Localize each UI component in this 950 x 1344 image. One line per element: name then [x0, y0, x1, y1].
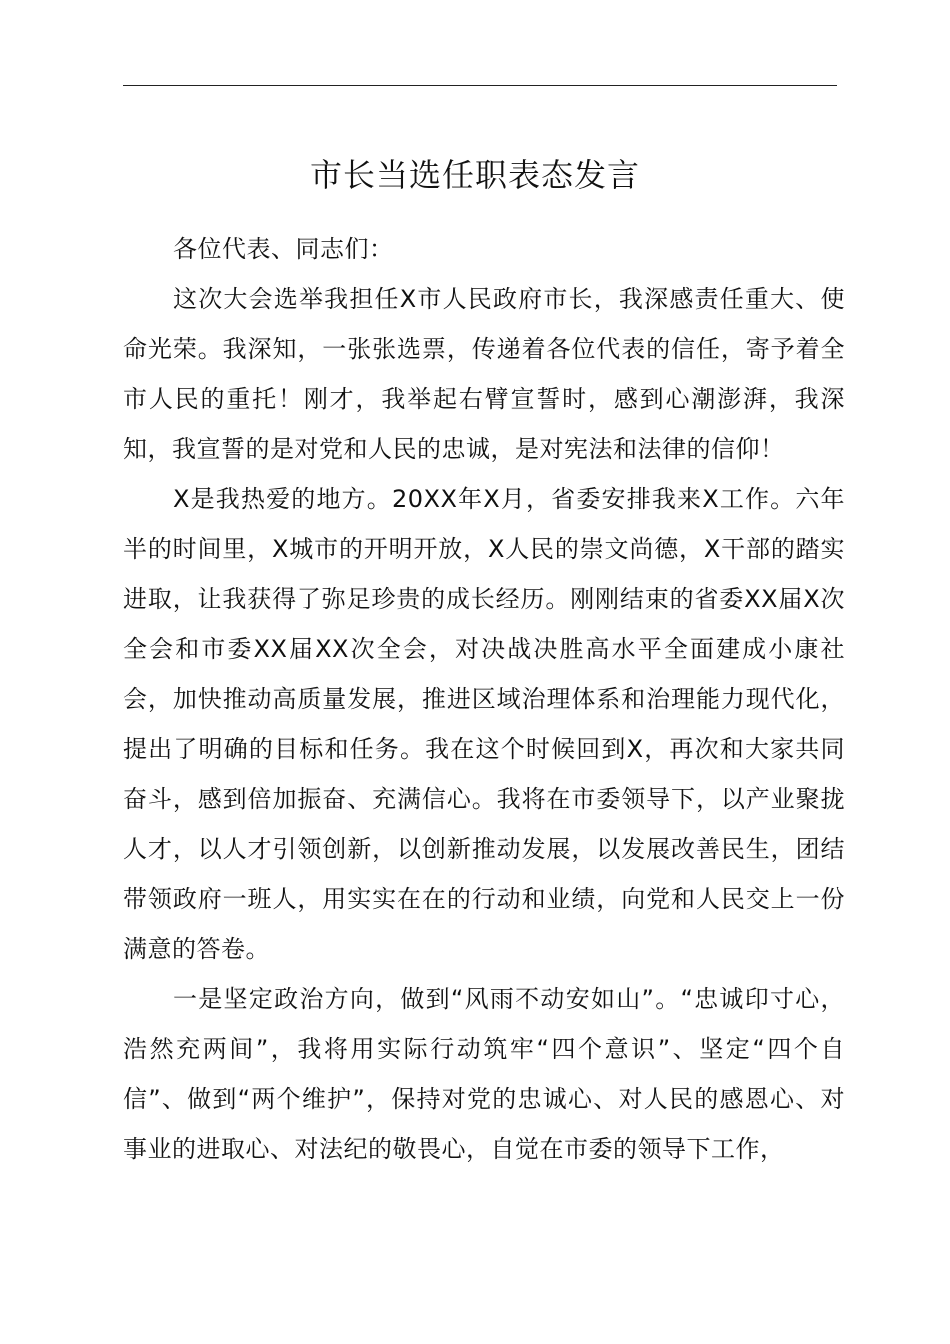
header-rule	[123, 85, 837, 86]
paragraph-3: 一是坚定政治方向，做到“风雨不动安如山”。“忠诚印寸心，浩然充两间”，我将用实际行动筑牢“四个意识”、坚定“四个自信”、做到“两个维护”，保持对党的忠诚心、对人民的感恩心、对事业的进取心、对法纪的敬畏心，自觉在市委的领导下工作，	[123, 985, 845, 1163]
paragraph-2: X是我热爱的地方。20XX年X月，省委安排我来X工作。六年半的时间里，X城市的开明开放，X人民的崇文尚德，X干部的踏实进取，让我获得了弥足珍贵的成长经历。刚刚结束的省委XX届X次全会和市委XX届XX次全会，对决战决胜高水平全面建成小康社会，加快推动高质量发展，推进区域治理体系和治理能力现代化，提出了明确的目标和任务。我在这个时候回到X，再次和大家共同奋斗，感到倍加振奋、充满信心。我将在市委领导下，以产业聚拢人才，以人才引领创新，以创新推动发展，以发展改善民生，团结带领政府一班人，用实实在在的行动和业绩，向党和人民交上一份满意的答卷。	[123, 485, 845, 963]
document-body	[123, 224, 845, 1174]
salutation: 各位代表、同志们：	[173, 235, 394, 263]
paragraph-1: 这次大会选举我担任X市人民政府市长，我深感责任重大、使命光荣。我深知，一张张选票，传递着各位代表的信任，寄予着全市人民的重托！刚才，我举起右臂宣誓时，感到心潮澎湃，我深知，我宣誓的是对党和人民的忠诚，是对宪法和法律的信仰！	[123, 285, 845, 463]
document-title: 市长当选任职表态发言	[309, 156, 640, 194]
